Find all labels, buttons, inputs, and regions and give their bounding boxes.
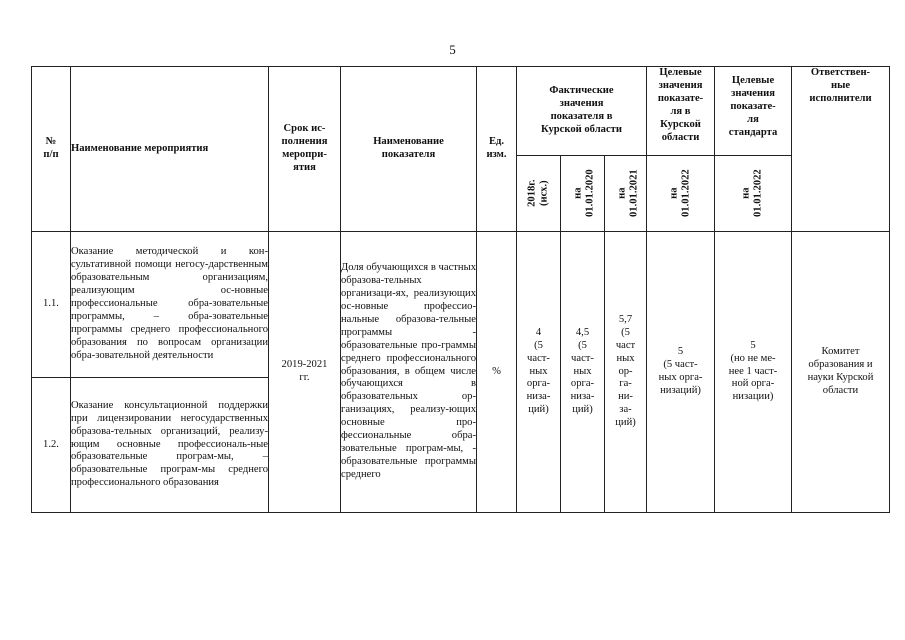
header-target-2022-label: на 01.01.2022 (668, 169, 692, 217)
header-standard-2022 (715, 156, 792, 232)
header-2021-label: на 01.01.2021 (616, 169, 640, 217)
header-target-2022 (647, 156, 715, 232)
page-number: 5 (449, 42, 456, 57)
header-indicator-name: Наименование показателя (341, 67, 477, 232)
header-term: Срок ис- полнения меропри- ятия (269, 67, 341, 232)
event-description: Оказание консультационной поддержки при лицензировании негосударственных образова-тельных организаций, реализу-ющим основные профессиональ-ные образовательные програм-мы, – образовательные програм-мы среднего профессионального образования (71, 378, 269, 513)
event-description: Оказание методической и кон-сультативной помощи негосу-дарственным образовательным организациям, реализующим ос-новные профессиональные обра-зовательные программы, – обра-зовательные программы среднего профессионального образования по вопросам организации обра-зовательной деятельности (71, 232, 269, 378)
value-2018: 4 (5 част- ных орга- низа- ций) (517, 232, 561, 513)
row-number: 1.2. (32, 378, 71, 513)
table-row (32, 232, 890, 378)
events-table (31, 66, 890, 513)
header-target-region: Целевые значения показате- ля в Курской области (647, 67, 715, 156)
header-event-name: Наименование мероприятия (71, 67, 269, 232)
target-region-2022: 5 (5 част- ных орга- низаций) (647, 232, 715, 513)
indicator-description: Доля обучающихся в частных образова-тельных организаци-ях, реализующих ос-новные профессио-нальные образова-тельные программы - образовательные про-граммы среднего профессионального образования, в общем числе обучающихся в образовательных ор-ганизациях, реализу-ющих основные про-фессиональные обра-зовательные програм-мы, - образовательные программы среднего (341, 232, 477, 513)
header-num: № п/п (32, 67, 71, 232)
header-unit: Ед. изм. (477, 67, 517, 232)
header-2021 (605, 156, 647, 232)
header-target-standard: Целевые значения показате- ля стандарта (715, 67, 792, 156)
header-2018-label: 2018г. (исх.) (526, 179, 550, 207)
header-actual-values: Фактические значения показателя в Курской области (517, 67, 647, 156)
value-2021: 5,7 (5 част ных ор- га- ни- за- ций) (605, 232, 647, 513)
header-responsible: Ответствен- ные исполнители (792, 67, 890, 232)
header-standard-2022-label: на 01.01.2022 (740, 169, 765, 217)
value-2020: 4,5 (5 част- ных орга- низа- ций) (561, 232, 605, 513)
target-standard-2022: 5 (но не ме- нее 1 част- ной орга- низации) (715, 232, 792, 513)
header-2020 (561, 156, 605, 232)
unit-value: % (477, 232, 517, 513)
header-2018 (517, 156, 561, 232)
header-2020-label: на 01.01.2020 (572, 169, 596, 217)
execution-term: 2019-2021 гг. (269, 232, 341, 513)
responsible-executor: Комитет образования и науки Курской области (792, 232, 890, 513)
row-number: 1.1. (32, 232, 71, 378)
